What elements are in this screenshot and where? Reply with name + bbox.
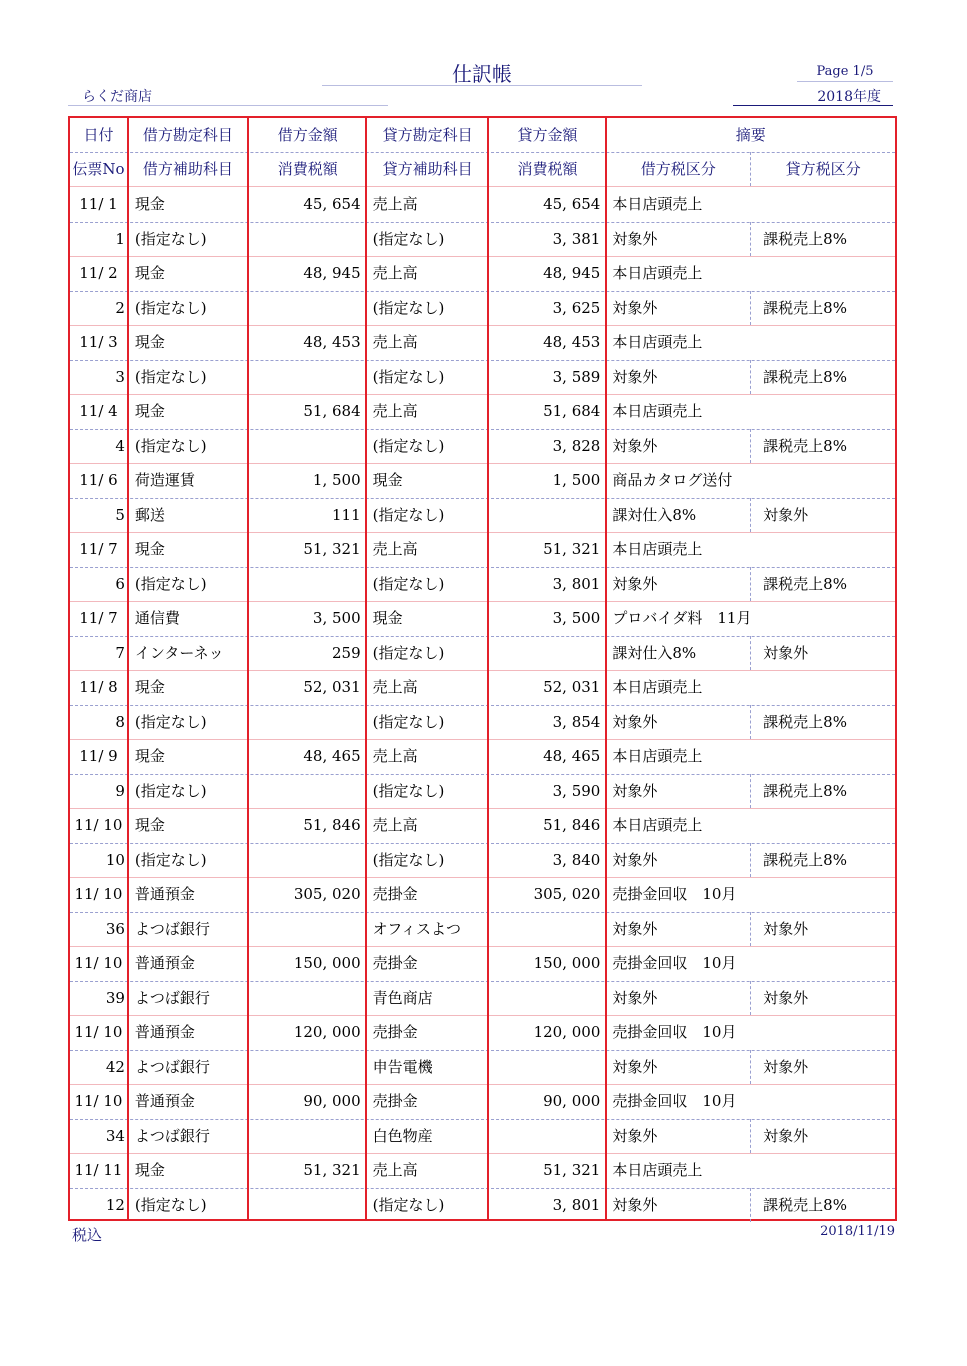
entry-row-main <box>70 739 895 773</box>
col-debit-tax: 消費税額 <box>277 160 338 178</box>
entry-date: 11/ 7 <box>79 609 118 627</box>
entry-credit-tax: 3, 590 <box>552 781 601 800</box>
entry-credit-amount: 90, 000 <box>543 1092 601 1110</box>
col-credit-account: 貸方勘定科目 <box>382 126 473 144</box>
journal-table <box>68 116 897 1221</box>
entry-debit-account: 普通預金 <box>134 1023 195 1041</box>
entry-description: 本日店頭売上 <box>612 540 703 558</box>
entry-debit-tax <box>249 291 367 325</box>
entry-slip-no: 39 <box>105 988 125 1007</box>
entry-debit-tax <box>249 222 367 256</box>
entry-row-main <box>70 256 895 290</box>
entry-date: 11/ 10 <box>74 1023 123 1041</box>
entry-credit-tax-class: 課税売上8% <box>763 298 847 317</box>
entry-credit-amount: 48, 945 <box>543 264 601 282</box>
entry-slip-no: 36 <box>105 919 125 938</box>
entry-debit-sub: (指定なし) <box>134 229 207 248</box>
entry-description: プロバイダ料 11月 <box>612 609 752 627</box>
entry-credit-tax-class: 対象外 <box>763 919 809 938</box>
entry-debit-account: 普通預金 <box>134 1092 195 1110</box>
entry-credit-tax-class: 課税売上8% <box>763 1195 847 1214</box>
entry-debit-tax <box>249 912 367 946</box>
entry-credit-account: 売掛金 <box>372 954 418 972</box>
entry-credit-sub: (指定なし) <box>372 229 445 248</box>
entry-credit-tax <box>488 1050 606 1084</box>
entry-description: 売掛金回収 10月 <box>612 885 737 903</box>
entry-row-main <box>70 187 895 221</box>
entry-debit-tax-class: 対象外 <box>606 222 751 256</box>
entry-debit-amount: 120, 000 <box>293 1023 361 1041</box>
entry-credit-tax: 3, 840 <box>552 850 601 869</box>
entry-debit-amount: 305, 020 <box>293 885 361 903</box>
entry-debit-tax <box>249 360 367 394</box>
entry-debit-tax-class: 対象外 <box>606 429 751 463</box>
entry-debit-tax <box>249 774 367 808</box>
entry-credit-sub: 白色物産 <box>372 1126 433 1145</box>
entry-row-sub <box>70 912 895 946</box>
entry-debit-sub: よつば銀行 <box>134 1126 210 1145</box>
col-debit-amount: 借方金額 <box>277 126 338 144</box>
entry-credit-amount: 120, 000 <box>533 1023 601 1041</box>
entry-credit-sub: (指定なし) <box>372 781 445 800</box>
entry-credit-tax-class: 対象外 <box>763 643 809 662</box>
entry-credit-account: 売上高 <box>372 540 418 558</box>
entry-debit-tax <box>249 1188 367 1222</box>
print-date: 2018/11/19 <box>820 1224 895 1239</box>
entry-description: 本日店頭売上 <box>612 264 703 282</box>
tax-inclusive-note: 税込 <box>72 1226 103 1244</box>
entry-row-sub <box>70 222 895 256</box>
col-credit-tax-class: 貸方税区分 <box>785 160 861 178</box>
entry-row-sub <box>70 774 895 808</box>
entry-debit-sub: (指定なし) <box>134 574 207 593</box>
journal-title: 仕訳帳 <box>322 58 642 86</box>
col-slip-no: 伝票No <box>72 160 125 178</box>
company-name: らくだ商店 <box>68 86 388 106</box>
entry-credit-sub: オフィスよつ <box>372 919 461 938</box>
entry-debit-amount: 51, 321 <box>303 1161 361 1179</box>
entry-credit-tax-class: 課税売上8% <box>763 436 847 455</box>
entry-credit-amount: 51, 321 <box>543 1161 601 1179</box>
entry-row-sub <box>70 498 895 532</box>
entry-row-sub <box>70 291 895 325</box>
entry-credit-account: 売上高 <box>372 402 418 420</box>
entry-credit-amount: 3, 500 <box>552 609 601 627</box>
entry-debit-account: 普通預金 <box>134 885 195 903</box>
entry-credit-tax-class: 課税売上8% <box>763 781 847 800</box>
entry-credit-account: 現金 <box>372 471 403 489</box>
entry-credit-account: 売上高 <box>372 816 418 834</box>
entry-debit-account: 現金 <box>134 540 165 558</box>
entry-credit-tax-class: 対象外 <box>763 988 809 1007</box>
entry-credit-account: 売上高 <box>372 678 418 696</box>
entry-credit-tax <box>488 981 606 1015</box>
entry-debit-tax-class: 課対仕入8% <box>606 498 751 532</box>
entry-debit-account: 普通預金 <box>134 954 195 972</box>
entry-debit-account: 通信費 <box>134 609 180 627</box>
entry-debit-sub: (指定なし) <box>134 850 207 869</box>
entry-debit-amount: 51, 321 <box>303 540 361 558</box>
entry-date: 11/ 10 <box>74 954 123 972</box>
entry-credit-amount: 305, 020 <box>533 885 601 903</box>
entry-debit-tax <box>249 981 367 1015</box>
entry-date: 11/ 10 <box>74 816 123 834</box>
entry-credit-tax <box>488 912 606 946</box>
entry-description: 商品カタログ送付 <box>612 471 733 489</box>
entry-debit-tax <box>249 567 367 601</box>
col-credit-amount: 貸方金額 <box>517 126 578 144</box>
entry-debit-account: 現金 <box>134 195 165 213</box>
entry-debit-account: 現金 <box>134 816 165 834</box>
entry-debit-amount: 52, 031 <box>303 678 361 696</box>
entry-credit-sub: (指定なし) <box>372 643 445 662</box>
entry-description: 売掛金回収 10月 <box>612 1092 737 1110</box>
entry-debit-amount: 3, 500 <box>312 609 361 627</box>
col-debit-account: 借方勘定科目 <box>142 126 233 144</box>
entry-row-main <box>70 946 895 980</box>
entry-slip-no: 4 <box>115 436 125 455</box>
entry-slip-no: 6 <box>115 574 125 593</box>
entry-date: 11/ 7 <box>79 540 118 558</box>
entry-debit-tax <box>249 1119 367 1153</box>
entry-debit-sub: (指定なし) <box>134 1195 207 1214</box>
entry-credit-tax: 3, 801 <box>552 574 601 593</box>
entry-debit-tax <box>249 843 367 877</box>
entry-credit-account: 売掛金 <box>372 885 418 903</box>
entry-credit-sub: (指定なし) <box>372 298 445 317</box>
entry-credit-tax: 3, 801 <box>552 1195 601 1214</box>
entry-description: 本日店頭売上 <box>612 333 703 351</box>
entry-debit-amount: 90, 000 <box>303 1092 361 1110</box>
entry-debit-tax <box>249 705 367 739</box>
entry-row-main <box>70 670 895 704</box>
entry-credit-sub: (指定なし) <box>372 574 445 593</box>
entry-debit-tax-class: 対象外 <box>606 360 751 394</box>
entry-credit-amount: 51, 684 <box>543 402 601 420</box>
entry-credit-account: 売上高 <box>372 747 418 765</box>
entry-debit-tax <box>249 429 367 463</box>
entry-credit-tax <box>488 1119 606 1153</box>
entry-credit-sub: 青色商店 <box>372 988 433 1007</box>
entry-slip-no: 8 <box>115 712 125 731</box>
entry-row-sub <box>70 360 895 394</box>
entry-credit-tax-class: 対象外 <box>763 505 809 524</box>
entry-description: 本日店頭売上 <box>612 747 703 765</box>
entry-debit-amount: 51, 684 <box>303 402 361 420</box>
entry-slip-no: 12 <box>105 1195 125 1214</box>
entry-debit-sub: (指定なし) <box>134 367 207 386</box>
entry-debit-sub: よつば銀行 <box>134 988 210 1007</box>
entry-credit-amount: 150, 000 <box>533 954 601 972</box>
header-row-secondary <box>70 152 895 186</box>
entry-date: 11/ 9 <box>79 747 118 765</box>
entry-row-main <box>70 1084 895 1118</box>
entry-debit-tax: 111 <box>332 505 361 524</box>
entry-debit-amount: 150, 000 <box>293 954 361 972</box>
entry-debit-amount: 1, 500 <box>312 471 361 489</box>
entry-credit-tax: 3, 625 <box>552 298 601 317</box>
entry-debit-tax-class: 課対仕入8% <box>606 636 751 670</box>
entry-date: 11/ 4 <box>79 402 118 420</box>
entry-date: 11/ 10 <box>74 1092 123 1110</box>
entry-slip-no: 7 <box>115 643 125 662</box>
entry-row-sub <box>70 981 895 1015</box>
entry-credit-sub: (指定なし) <box>372 367 445 386</box>
col-description: 摘要 <box>735 126 766 144</box>
entry-description: 本日店頭売上 <box>612 678 703 696</box>
entry-debit-account: 現金 <box>134 402 165 420</box>
page-number: Page 1/5 <box>797 64 893 82</box>
entry-credit-amount: 48, 453 <box>543 333 601 351</box>
entry-slip-no: 2 <box>115 298 125 317</box>
entry-slip-no: 9 <box>115 781 125 800</box>
entry-debit-tax-class: 対象外 <box>606 705 751 739</box>
entry-description: 売掛金回収 10月 <box>612 954 737 972</box>
entry-row-sub <box>70 636 895 670</box>
entry-slip-no: 10 <box>105 850 125 869</box>
entry-debit-tax-class: 対象外 <box>606 1050 751 1084</box>
entry-row-sub <box>70 705 895 739</box>
entry-credit-sub: (指定なし) <box>372 505 445 524</box>
entry-debit-tax-class: 対象外 <box>606 1119 751 1153</box>
entry-credit-sub: (指定なし) <box>372 712 445 731</box>
entry-credit-amount: 45, 654 <box>543 195 601 213</box>
entry-row-main <box>70 601 895 635</box>
entry-slip-no: 3 <box>115 367 125 386</box>
entry-debit-amount: 48, 453 <box>303 333 361 351</box>
entry-debit-sub: (指定なし) <box>134 436 207 455</box>
entry-credit-account: 売上高 <box>372 264 418 282</box>
entry-description: 本日店頭売上 <box>612 402 703 420</box>
entry-credit-sub: (指定なし) <box>372 850 445 869</box>
entry-credit-account: 売掛金 <box>372 1092 418 1110</box>
entry-credit-amount: 52, 031 <box>543 678 601 696</box>
entry-debit-account: 現金 <box>134 264 165 282</box>
entry-row-main <box>70 394 895 428</box>
entry-row-main <box>70 808 895 842</box>
entry-debit-sub: (指定なし) <box>134 781 207 800</box>
entry-date: 11/ 11 <box>74 1161 123 1179</box>
entry-slip-no: 1 <box>115 229 125 248</box>
entry-credit-tax: 3, 589 <box>552 367 601 386</box>
entry-credit-tax-class: 課税売上8% <box>763 229 847 248</box>
entry-credit-tax: 3, 854 <box>552 712 601 731</box>
entry-debit-sub: よつば銀行 <box>134 919 210 938</box>
entry-credit-tax-class: 課税売上8% <box>763 367 847 386</box>
entry-debit-sub: (指定なし) <box>134 712 207 731</box>
entry-slip-no: 34 <box>105 1126 125 1145</box>
entry-credit-amount: 51, 321 <box>543 540 601 558</box>
entry-row-main <box>70 1153 895 1187</box>
entry-credit-tax <box>488 498 606 532</box>
entry-credit-account: 売上高 <box>372 195 418 213</box>
entry-credit-account: 売掛金 <box>372 1023 418 1041</box>
entry-credit-account: 現金 <box>372 609 403 627</box>
entry-date: 11/ 3 <box>79 333 118 351</box>
entry-debit-account: 荷造運賃 <box>134 471 195 489</box>
entry-credit-account: 売上高 <box>372 333 418 351</box>
entry-debit-tax-class: 対象外 <box>606 843 751 877</box>
fiscal-year: 2018年度 <box>733 86 893 106</box>
entry-debit-tax-class: 対象外 <box>606 567 751 601</box>
entry-credit-tax: 3, 828 <box>552 436 601 455</box>
col-date: 日付 <box>83 126 114 144</box>
entry-debit-account: 現金 <box>134 1161 165 1179</box>
entry-credit-amount: 51, 846 <box>543 816 601 834</box>
entry-debit-amount: 48, 465 <box>303 747 361 765</box>
entry-row-sub <box>70 567 895 601</box>
entry-debit-tax-class: 対象外 <box>606 774 751 808</box>
entry-row-main <box>70 1015 895 1049</box>
entry-debit-tax-class: 対象外 <box>606 1188 751 1222</box>
entry-description: 本日店頭売上 <box>612 816 703 834</box>
header-row-primary <box>70 118 895 152</box>
entry-description: 本日店頭売上 <box>612 1161 703 1179</box>
entry-row-sub <box>70 429 895 463</box>
entry-date: 11/ 2 <box>79 264 118 282</box>
entry-debit-sub: (指定なし) <box>134 298 207 317</box>
entry-row-main <box>70 877 895 911</box>
entry-credit-sub: (指定なし) <box>372 436 445 455</box>
entry-date: 11/ 8 <box>79 678 118 696</box>
entry-credit-tax: 3, 381 <box>552 229 601 248</box>
entry-date: 11/ 1 <box>79 195 118 213</box>
entry-credit-sub: 申告電機 <box>372 1057 433 1076</box>
entry-credit-tax-class: 課税売上8% <box>763 712 847 731</box>
entry-debit-account: 現金 <box>134 747 165 765</box>
entry-debit-tax-class: 対象外 <box>606 291 751 325</box>
entry-credit-tax-class: 課税売上8% <box>763 574 847 593</box>
entry-debit-tax-class: 対象外 <box>606 912 751 946</box>
entry-debit-sub: 郵送 <box>134 505 165 524</box>
entry-debit-tax: 259 <box>332 643 361 662</box>
entry-description: 本日店頭売上 <box>612 195 703 213</box>
entry-date: 11/ 6 <box>79 471 118 489</box>
col-debit-sub: 借方補助科目 <box>142 160 233 178</box>
entry-credit-tax-class: 対象外 <box>763 1126 809 1145</box>
entry-debit-amount: 45, 654 <box>303 195 361 213</box>
entry-row-main <box>70 325 895 359</box>
entry-credit-tax-class: 対象外 <box>763 1057 809 1076</box>
entry-credit-sub: (指定なし) <box>372 1195 445 1214</box>
entry-debit-account: 現金 <box>134 678 165 696</box>
entry-row-sub <box>70 1050 895 1084</box>
entry-debit-sub: インターネッ <box>134 643 224 662</box>
entry-credit-amount: 48, 465 <box>543 747 601 765</box>
entry-credit-tax <box>488 636 606 670</box>
entry-debit-account: 現金 <box>134 333 165 351</box>
col-credit-tax: 消費税額 <box>517 160 578 178</box>
entry-slip-no: 42 <box>105 1057 125 1076</box>
entry-row-main <box>70 463 895 497</box>
entry-credit-account: 売上高 <box>372 1161 418 1179</box>
col-credit-sub: 貸方補助科目 <box>382 160 473 178</box>
entry-row-sub <box>70 1188 895 1222</box>
entry-description: 売掛金回収 10月 <box>612 1023 737 1041</box>
entry-debit-sub: よつば銀行 <box>134 1057 210 1076</box>
entry-debit-tax-class: 対象外 <box>606 981 751 1015</box>
entry-row-sub <box>70 843 895 877</box>
col-debit-tax-class: 借方税区分 <box>606 152 751 186</box>
entry-slip-no: 5 <box>115 505 125 524</box>
entry-row-sub <box>70 1119 895 1153</box>
entry-credit-tax-class: 課税売上8% <box>763 850 847 869</box>
entry-row-main <box>70 532 895 566</box>
entry-debit-amount: 48, 945 <box>303 264 361 282</box>
entry-date: 11/ 10 <box>74 885 123 903</box>
entry-debit-amount: 51, 846 <box>303 816 361 834</box>
entry-credit-amount: 1, 500 <box>552 471 601 489</box>
entry-debit-tax <box>249 1050 367 1084</box>
